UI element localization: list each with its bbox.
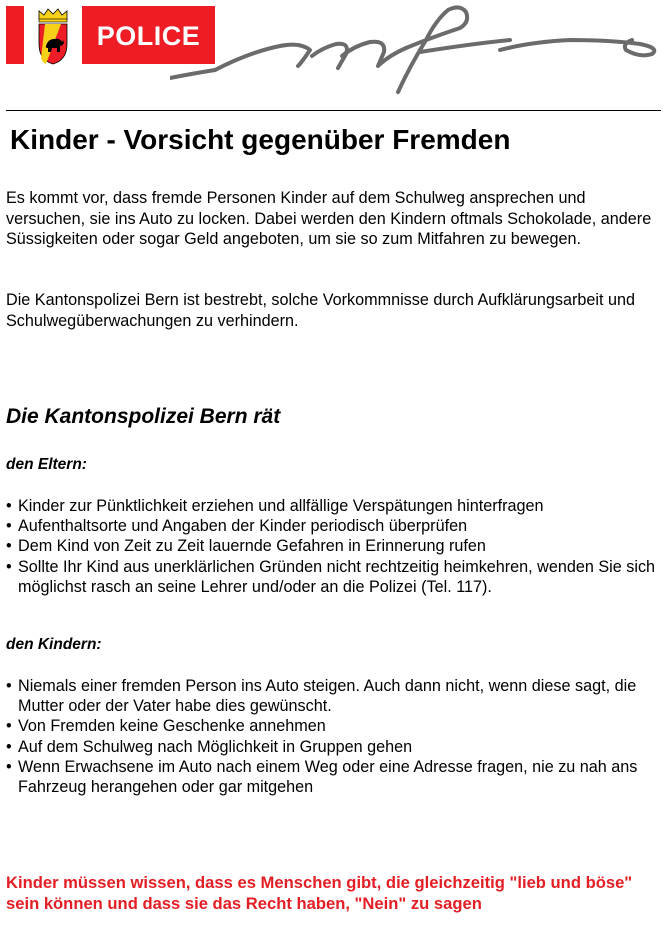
list-item bbox=[6, 737, 664, 757]
bullet-icon: • bbox=[6, 517, 12, 536]
list-item bbox=[6, 516, 664, 536]
list-item bbox=[6, 496, 664, 516]
bullet-icon: • bbox=[6, 677, 12, 695]
parents-subheading: den Eltern: bbox=[6, 456, 87, 473]
warning-statement: Kinder müssen wissen, dass es Menschen gibt, die gleichzeitig "lieb und böse" sein können und dass sie das Recht haben, "Nein" zu sagen bbox=[6, 873, 633, 913]
list-item bbox=[6, 757, 664, 797]
page-title: Kinder - Vorsicht gegenüber Fremden bbox=[10, 124, 511, 155]
list-item-text: Kinder zur Pünktlichkeit erziehen und allfällige Verspätungen hinterfragen bbox=[18, 497, 544, 515]
bern-crest-icon bbox=[36, 6, 70, 66]
list-item-text: Dem Kind von Zeit zu Zeit lauernde Gefahren in Erinnerung rufen bbox=[18, 537, 486, 556]
list-item-text: Niemals einer fremden Person ins Auto steigen. Auch dann nicht, wenn diese sagt, die Mutter oder der Vater habe dies gewünscht. bbox=[18, 677, 637, 716]
list-item-text: Aufenthaltsorte und Angaben der Kinder periodisch überprüfen bbox=[18, 517, 468, 536]
list-item-text: Sollte Ihr Kind aus unerklärlichen Gründen nicht rechtzeitig heimkehren, wenden Sie sich möglichst rasch an seine Lehrer und/oder an die Polizei (Tel. 117). bbox=[18, 557, 656, 596]
children-advice-list bbox=[6, 676, 664, 797]
advice-heading: Die Kantonspolizei Bern rät bbox=[6, 405, 281, 428]
intro-paragraph-2: Die Kantonspolizei Bern ist bestrebt, solche Vorkommnisse durch Aufklärungsarbeit und Schulwegüberwachungen zu verhindern. bbox=[6, 291, 635, 330]
police-logo-text: POLICE bbox=[96, 21, 201, 51]
list-item-text: Wenn Erwachsene im Auto nach einem Weg oder eine Adresse fragen, nie zu nah ans Fahrzeug herangehen oder gar mitgehen bbox=[18, 757, 638, 797]
bullet-icon: • bbox=[6, 557, 12, 576]
list-item-text: Auf dem Schulweg nach Möglichkeit in Gruppen gehen bbox=[18, 737, 413, 756]
info-script-logo bbox=[170, 0, 670, 100]
bullet-icon: • bbox=[6, 537, 12, 556]
list-item bbox=[6, 557, 664, 597]
list-item bbox=[6, 716, 664, 736]
children-subheading: den Kindern: bbox=[6, 636, 102, 653]
parents-advice-list bbox=[6, 496, 664, 597]
bullet-icon: • bbox=[6, 757, 12, 776]
bullet-icon: • bbox=[6, 717, 12, 736]
page-header bbox=[0, 0, 670, 100]
bullet-icon: • bbox=[6, 737, 12, 756]
list-item-text: Von Fremden keine Geschenke annehmen bbox=[18, 717, 326, 736]
list-item bbox=[6, 676, 664, 716]
list-item bbox=[6, 536, 664, 556]
header-divider bbox=[6, 110, 661, 111]
bullet-icon: • bbox=[6, 497, 12, 515]
intro-paragraph-1: Es kommt vor, dass fremde Personen Kinder auf dem Schulweg ansprechen und versuchen, sie ins Auto zu locken. Dabei werden den Kindern oftmals Schokolade, andere Süssigkeiten oder sogar Geld angeboten, um sie so zum Mitfahren zu bewegen. bbox=[6, 189, 652, 248]
red-bar-logo-element bbox=[6, 6, 24, 64]
